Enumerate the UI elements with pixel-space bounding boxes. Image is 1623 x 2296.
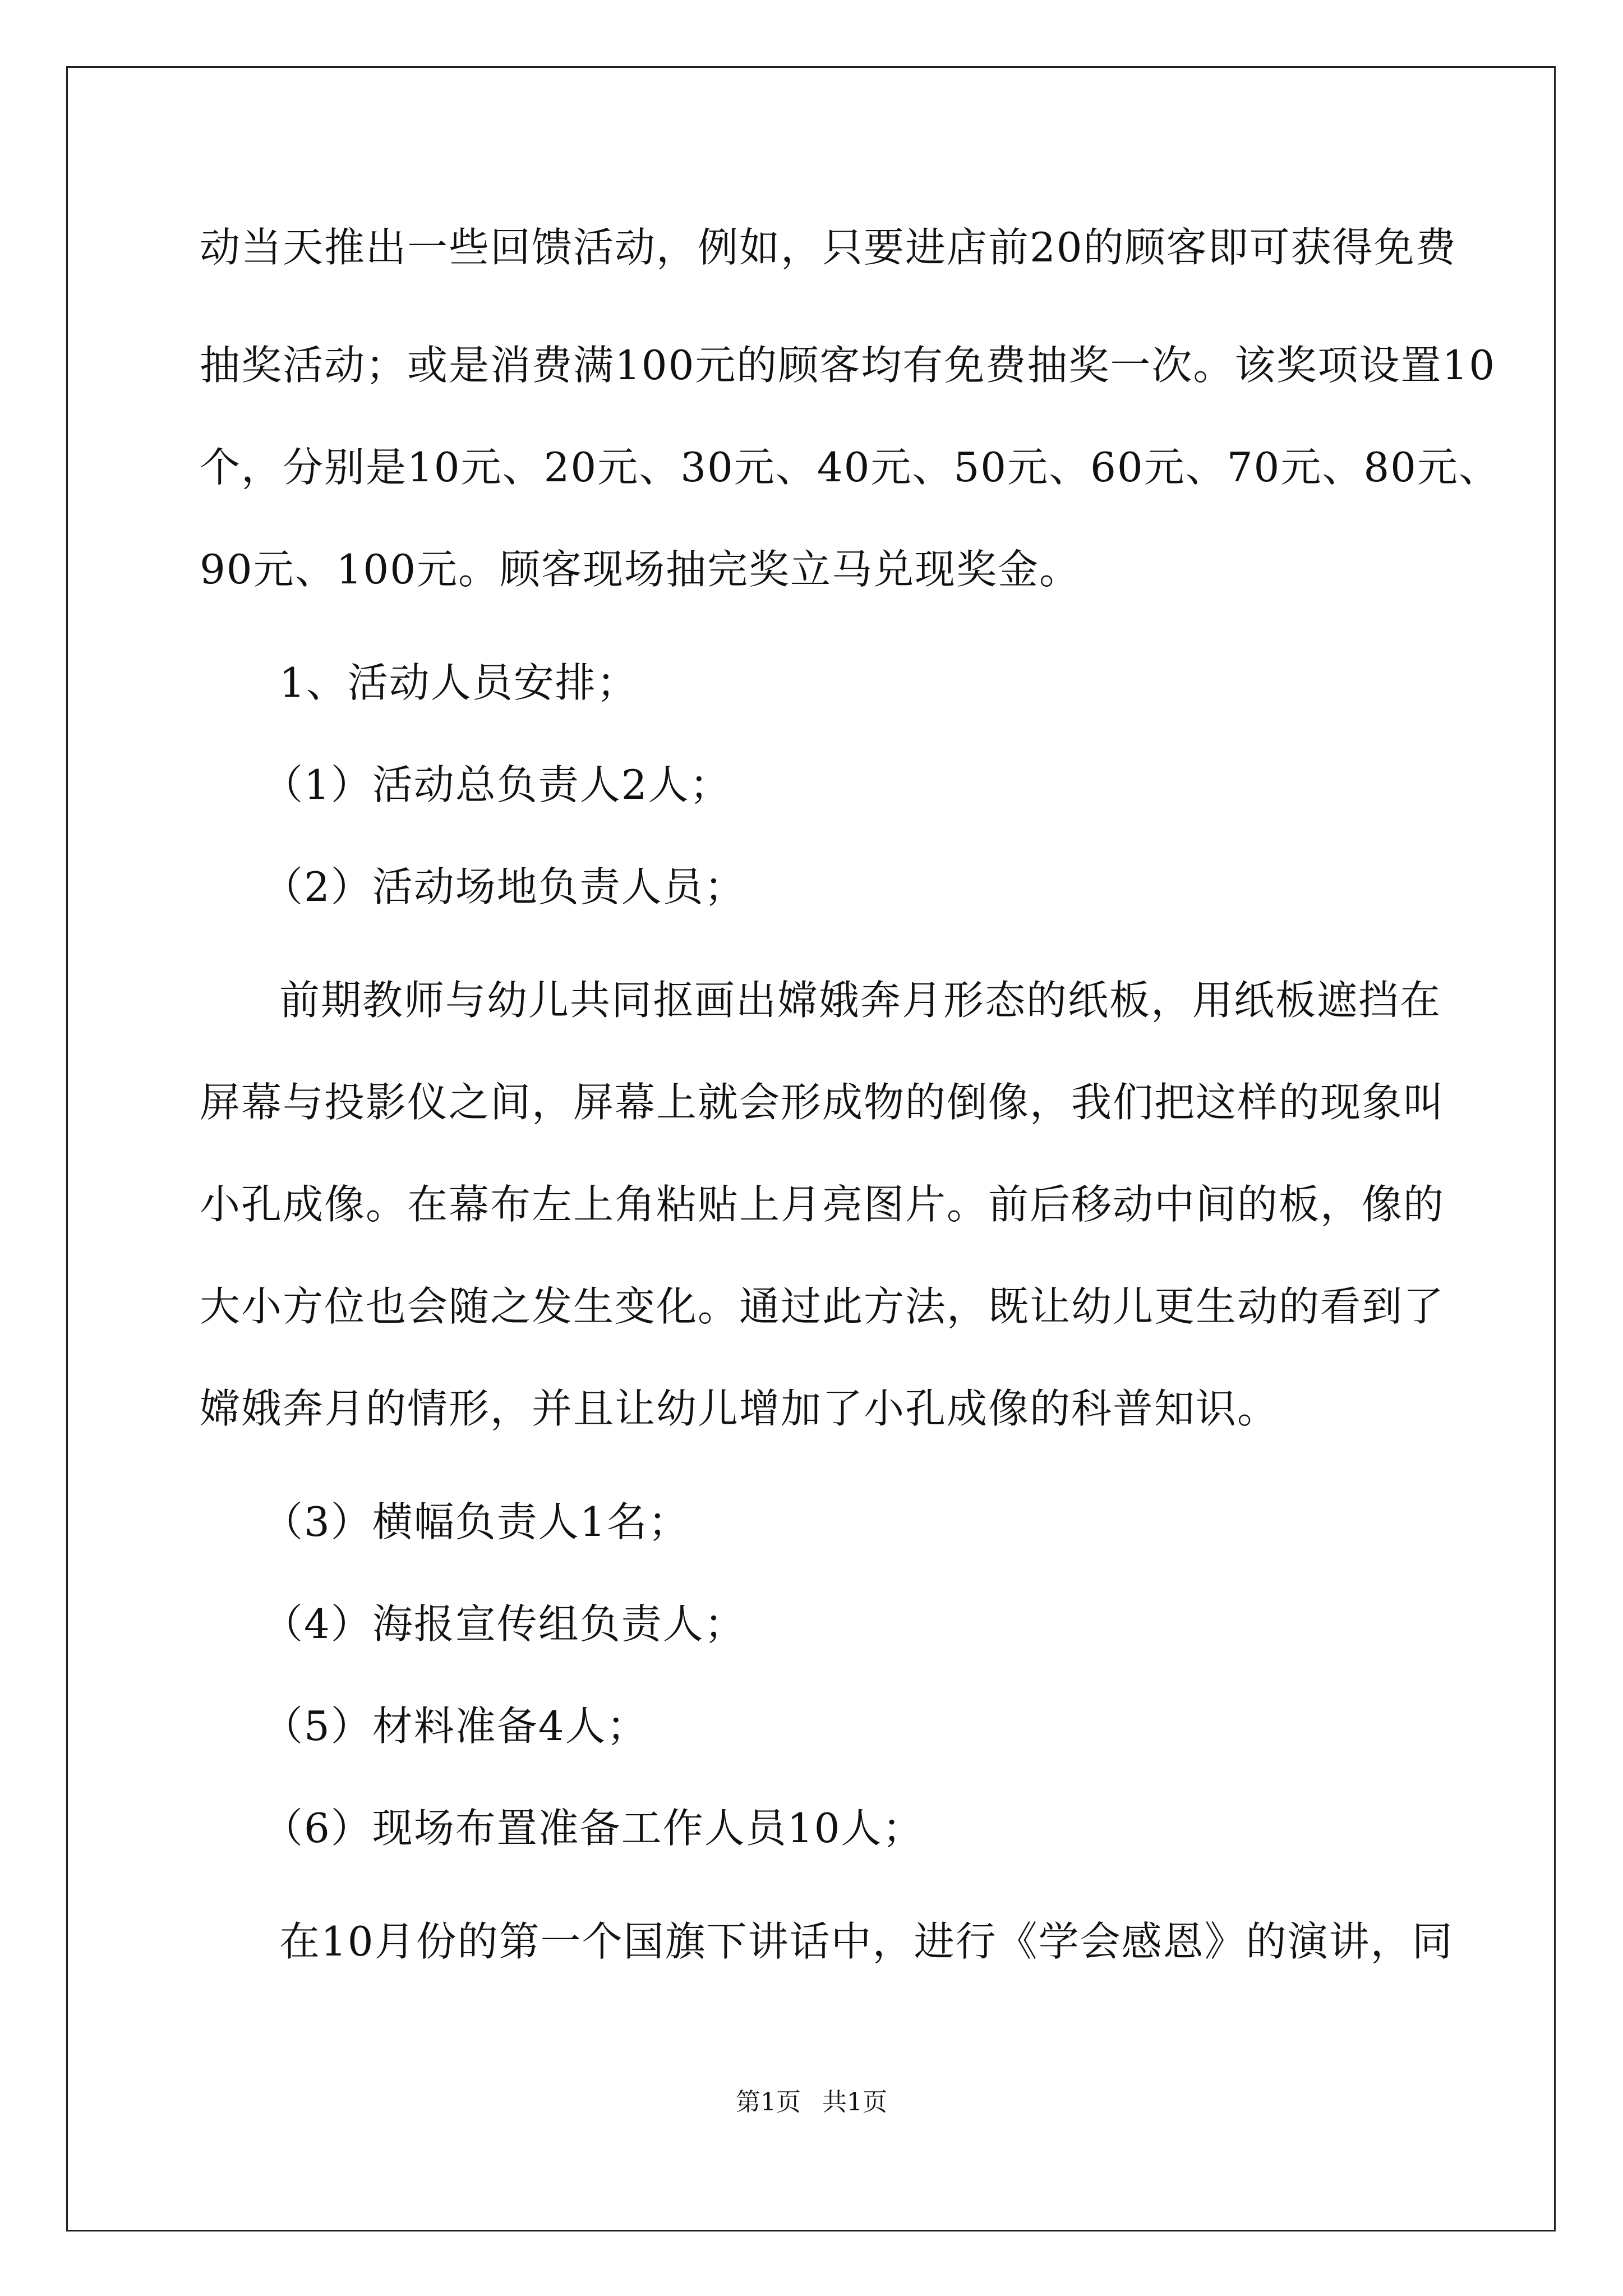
text-line-8: 大小方位也会随之发生变化。通过此方法，既让幼儿更生动的看到了 [200,1283,1445,1330]
list-item-6: （6）现场布置准备工作人员10人； [262,1805,924,1852]
text-line-5: 前期教师与幼儿共同抠画出嫦娥奔月形态的纸板，用纸板遮挡在 [279,977,1442,1024]
text-line-9: 嫦娥奔月的情形，并且让幼儿增加了小孔成像的科普知识。 [200,1385,1279,1432]
list-heading: 1、活动人员安排； [279,659,638,706]
list-item-1: （1）活动总负责人2人； [262,761,731,808]
page-border [66,66,1556,2231]
text-line-7: 小孔成像。在幕布左上角粘贴上月亮图片。前后移动中间的板，像的 [200,1181,1445,1228]
text-line-1: 动当天推出一些回馈活动，例如，只要进店前20的顾客即可获得免费 [200,224,1457,271]
page-footer [0,2087,1623,2118]
page-number-current: 第1页 [736,2088,801,2116]
text-line-3: 个，分别是10元、20元、30元、40元、50元、60元、70元、80元、 [200,444,1500,491]
text-line-6: 屏幕与投影仪之间，屏幕上就会形成物的倒像，我们把这样的现象叫 [200,1079,1445,1126]
page-number-total: 共1页 [822,2088,887,2116]
text-line-10: 在10月份的第一个国旗下讲话中，进行《学会感恩》的演讲，同 [279,1918,1454,1965]
list-item-4: （4）海报宣传组负责人； [262,1600,746,1648]
list-item-3: （3）横幅负责人1名； [262,1498,690,1545]
text-line-2: 抽奖活动；或是消费满100元的顾客均有免费抽奖一次。该奖项设置10 [200,342,1496,389]
list-item-5: （5）材料准备4人； [262,1703,648,1750]
list-item-2: （2）活动场地负责人员； [262,863,746,910]
text-line-4: 90元、100元。顾客现场抽完奖立马兑现奖金。 [200,546,1081,593]
